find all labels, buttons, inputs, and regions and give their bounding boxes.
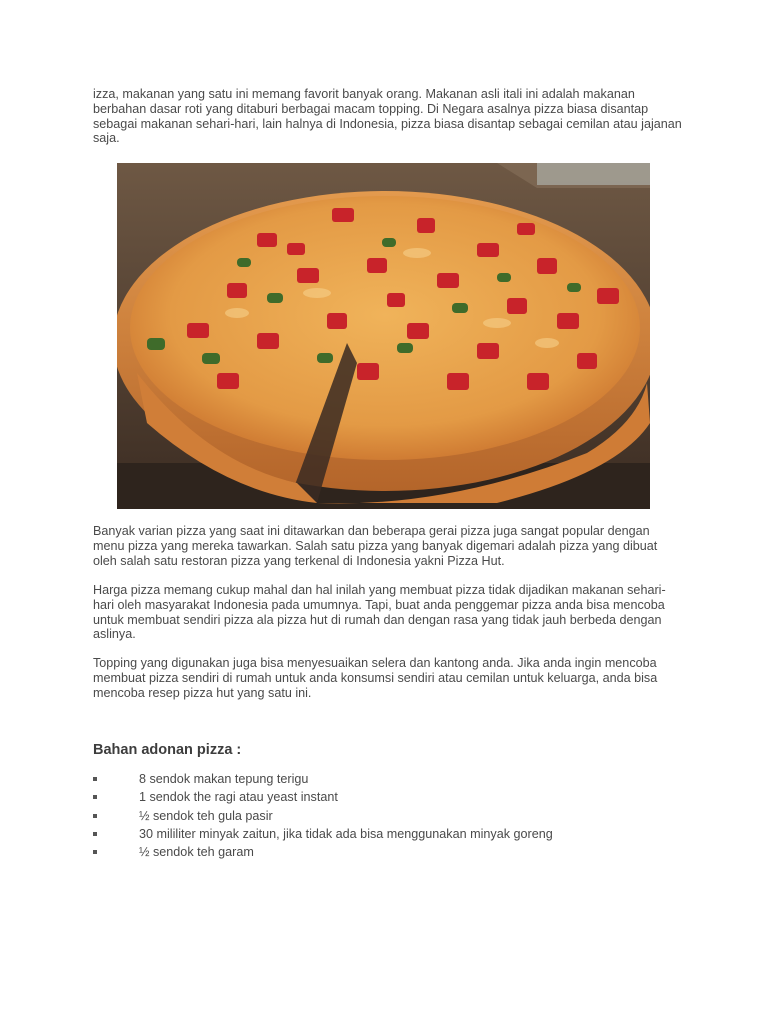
ingredient-text: 8 sendok makan tepung terigu bbox=[139, 772, 309, 786]
varian-paragraph: Banyak varian pizza yang saat ini ditawarkan dan beberapa gerai pizza juga sangat popular dengan menu pizza yang mereka tawarkan. Salah satu pizza yang banyak digemari adalah pizza yang dibuat oleh salah satu restoran pizza yang terkenal di Indonesia yakni Pizza Hut. bbox=[93, 524, 658, 568]
ingredients-list bbox=[93, 770, 693, 861]
square-bullet-icon bbox=[93, 850, 97, 854]
ingredient-text: 1 sendok the ragi atau yeast instant bbox=[139, 790, 338, 805]
ingredient-text: 30 mililiter minyak zaitun, jika tidak ada bisa menggunakan minyak goreng bbox=[139, 826, 553, 841]
ingredient-text: ½ sendok teh garam bbox=[139, 845, 254, 860]
harga-paragraph: Harga pizza memang cukup mahal dan hal inilah yang membuat pizza tidak dijadikan makanan sehari-hari oleh masyarakat Indonesia pada umumnya. Tapi, buat anda penggemar pizza anda bisa mencoba untuk membuat sendiri pizza ala pizza hut di rumah dan dengan rasa yang tidak jauh berbeda dengan aslinya. bbox=[93, 583, 666, 642]
ingredient-text: ½ sendok teh gula pasir bbox=[139, 808, 273, 823]
list-item bbox=[93, 770, 693, 788]
square-bullet-icon bbox=[93, 814, 97, 818]
pizza-photo bbox=[117, 163, 650, 509]
list-item bbox=[93, 843, 693, 861]
ingredients-heading: Bahan adonan pizza : bbox=[93, 742, 242, 758]
list-item bbox=[93, 825, 693, 843]
list-item bbox=[93, 807, 693, 825]
intro-paragraph: izza, makanan yang satu ini memang favorit banyak orang. Makanan asli itali ini adalah makanan berbahan dasar roti yang ditaburi berbagai macam topping. Di Negara asalnya pizza biasa disantap sebagai makanan sehari-hari, lain halnya di Indonesia, pizza biasa disantap sebagai cemilan atau jajanan saja. bbox=[93, 87, 682, 146]
pizza-illustration bbox=[117, 163, 650, 509]
square-bullet-icon bbox=[93, 777, 97, 781]
topping-paragraph: Topping yang digunakan juga bisa menyesuaikan selera dan kantong anda. Jika anda ingin mencoba membuat pizza sendiri di rumah untuk anda konsumsi sendiri atau cemilan untuk keluarga, anda bisa mencoba resep pizza hut yang satu ini. bbox=[93, 656, 658, 700]
list-item bbox=[93, 788, 693, 806]
square-bullet-icon bbox=[93, 832, 97, 836]
square-bullet-icon bbox=[93, 795, 97, 799]
